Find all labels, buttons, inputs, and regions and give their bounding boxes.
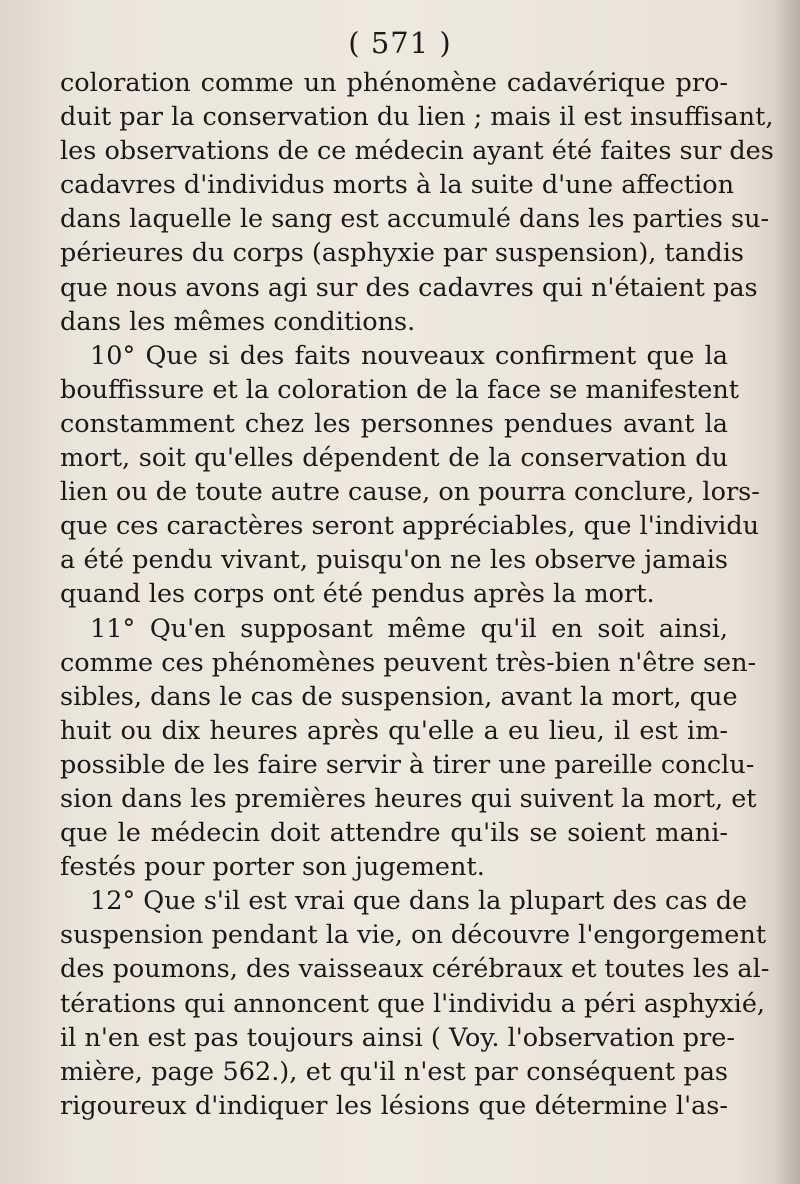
text-line: cadavres d'individus morts à la suite d'une affection: [60, 170, 735, 201]
text-line: dans laquelle le sang est accumulé dans les parties su-: [60, 204, 770, 235]
text-line: constamment chez les personnes pendues avant la: [60, 408, 728, 439]
text-line: suspension pendant la vie, on découvre l'engorgement: [60, 920, 767, 951]
page-edge-shadow: [774, 0, 800, 1184]
text-line: sibles, dans le cas de suspension, avant la mort, que: [60, 681, 738, 712]
text-line: que nous avons agi sur des cadavres qui n'étaient pas: [60, 272, 758, 303]
text-line: huit ou dix heures après qu'elle a eu lieu, il est im-: [60, 715, 728, 746]
text-line: dans les mêmes conditions.: [60, 306, 416, 337]
text-line: les observations de ce médecin ayant été faites sur des: [60, 136, 774, 167]
text-line: 11° Qu'en supposant même qu'il en soit ainsi,: [90, 613, 728, 644]
text-line: bouffissure et la coloration de la face se manifestent: [60, 374, 740, 405]
text-line: comme ces phénomènes peuvent très-bien n'être sen-: [60, 647, 757, 678]
text-line: périeures du corps (asphyxie par suspension), tandis: [60, 238, 744, 269]
text-line: des poumons, des vaisseaux cérébraux et toutes les al-: [60, 954, 770, 985]
text-line: mort, soit qu'elles dépendent de la conservation du: [60, 443, 728, 474]
text-line: que ces caractères seront appréciables, que l'individu: [60, 511, 760, 542]
text-line: térations qui annoncent que l'individu a péri asphyxié,: [60, 988, 766, 1019]
text-line: festés pour porter son jugement.: [60, 852, 485, 883]
page-body-text: [60, 66, 774, 1123]
text-line: 10° Que si des faits nouveaux confirment que la: [90, 340, 728, 371]
text-line: sion dans les premières heures qui suivent la mort, et: [60, 783, 757, 814]
page-number: ( 571 ): [348, 26, 452, 60]
text-line: coloration comme un phénomène cadavérique pro-: [60, 68, 728, 98]
text-line: 12° Que s'il est vrai que dans la plupart des cas de: [90, 886, 748, 917]
text-line: il n'en est pas toujours ainsi ( Voy. l'observation pre-: [60, 1022, 735, 1053]
text-line: a été pendu vivant, puisqu'on ne les observe jamais: [60, 545, 728, 576]
text-line: possible de les faire servir à tirer une pareille conclu-: [60, 749, 755, 780]
text-line: quand les corps ont été pendus après la mort.: [60, 579, 655, 610]
text-line: mière, page 562.), et qu'il n'est par conséquent pas: [60, 1056, 728, 1087]
text-line: lien ou de toute autre cause, on pourra conclure, lors-: [60, 477, 760, 508]
text-line: duit par la conservation du lien ; mais il est insuffisant,: [60, 102, 774, 133]
text-line: que le médecin doit attendre qu'ils se soient mani-: [60, 818, 728, 849]
text-line: rigoureux d'indiquer les lésions que détermine l'as-: [60, 1090, 728, 1121]
